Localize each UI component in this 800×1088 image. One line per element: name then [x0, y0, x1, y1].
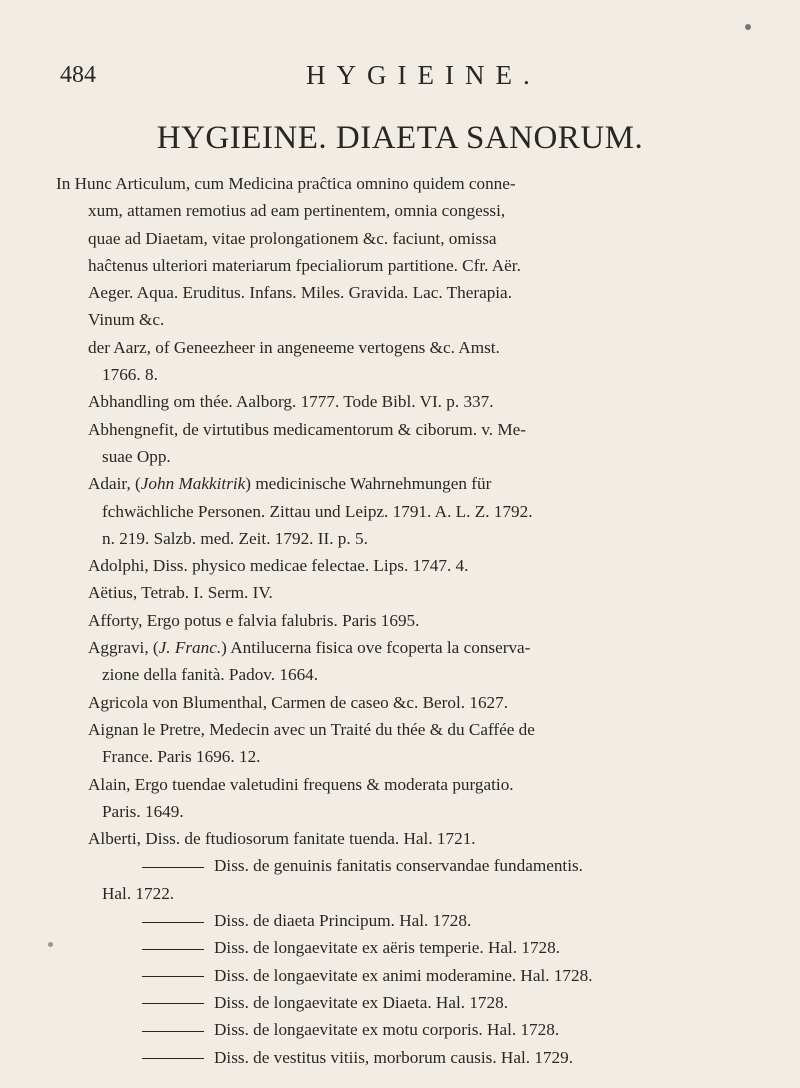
ditto-entry: [56, 852, 756, 907]
entry-author-forename: J. Franc.: [158, 638, 222, 658]
ditto-dash: [142, 1031, 204, 1032]
ditto-entry: [56, 1016, 756, 1043]
intro-line: Vinum &c.: [88, 310, 165, 330]
entry-line: Adolphi, Diss. physico medicae felectae. Lips. 1747. 4.: [88, 556, 469, 576]
intro-line: haĉtenus ulteriori materiarum fpecialiorum partitione. Cfr. Aër.: [88, 255, 521, 275]
entry-title: ) Antilucerna fisica ove fcoperta la conserva-: [221, 638, 531, 658]
entry-line: 1766. 8.: [102, 365, 158, 385]
ditto-entry: [56, 989, 756, 1016]
entry-line: [56, 852, 756, 879]
bibliography-entry: [56, 416, 756, 471]
ink-speck: [48, 942, 53, 947]
ditto-entry: [56, 934, 756, 961]
entry-line: [56, 962, 756, 989]
entry-text: Diss. de genuinis fanitatis conservandae fundamentis.: [214, 856, 583, 876]
entry-author: Adair, (: [88, 474, 141, 494]
entry-line: Afforty, Ergo potus e falvia falubris. Paris 1695.: [88, 610, 420, 630]
intro-line: Aeger. Aqua. Eruditus. Infans. Miles. Gravida. Lac. Therapia.: [88, 283, 512, 303]
entry-text: Diss. de longaevitate ex animi moderamine. Hal. 1728.: [214, 965, 593, 985]
entry-line: Aignan le Pretre, Medecin avec un Traité du thée & du Caffée de: [88, 719, 535, 739]
intro-line: xum, attamen remotius ad eam pertinentem, omnia congessi,: [88, 201, 506, 221]
intro-paragraph: [56, 170, 756, 334]
intro-line: In Hunc Articulum, cum Medicina praĉtica omnino quidem conne-: [56, 174, 516, 193]
entry-line: Aëtius, Tetrab. I. Serm. IV.: [88, 583, 273, 603]
entry-text: Diss. de longaevitate ex aëris temperie. Hal. 1728.: [214, 938, 561, 958]
bibliography-entry: [56, 607, 756, 634]
entry-line: [56, 907, 756, 934]
ditto-dash: [142, 1058, 204, 1059]
entry-line: [56, 1044, 756, 1071]
entry-title: ) medicinische Wahrnehmungen für: [245, 474, 492, 494]
bibliography-entry: [56, 552, 756, 579]
entry-line: [56, 934, 756, 961]
entry-line: Hal. 1722.: [102, 883, 175, 903]
bibliography-entry: [56, 334, 756, 389]
entry-line: Paris. 1649.: [102, 801, 184, 821]
bibliography-entry: [56, 634, 756, 689]
ditto-dash: [142, 1003, 204, 1004]
entry-text: Diss. de longaevitate ex Diaeta. Hal. 1728.: [214, 992, 509, 1012]
running-head: HYGIEINE.: [306, 60, 541, 90]
entry-line: fchwächliche Personen. Zittau und Leipz. 1791. A. L. Z. 1792.: [102, 501, 533, 521]
entry-line: Agricola von Blumenthal, Carmen de caseo &c. Berol. 1627.: [88, 692, 509, 712]
ditto-entry: [56, 907, 756, 934]
ditto-dash: [142, 867, 204, 868]
entry-line: zione della fanità. Padov. 1664.: [102, 665, 319, 685]
ditto-entry: [56, 962, 756, 989]
ditto-dash: [142, 949, 204, 950]
page-number: 484: [60, 62, 96, 88]
ditto-dash: [142, 922, 204, 923]
entry-line: [56, 470, 756, 497]
entry-line: n. 219. Salzb. med. Zeit. 1792. II. p. 5.: [102, 528, 368, 548]
entry-line: Alberti, Diss. de ftudiosorum fanitate tuenda. Hal. 1721.: [88, 829, 476, 849]
entry-author: Aggravi, (: [88, 638, 159, 658]
ink-speck: [745, 24, 751, 30]
bibliography-entry: [56, 470, 756, 552]
bibliography-entry: [56, 579, 756, 606]
bibliography-entry: [56, 771, 756, 826]
ditto-entry: [56, 1044, 756, 1071]
bibliography-entry: [56, 689, 756, 716]
entry-line: suae Opp.: [102, 446, 171, 466]
entry-text: Diss. de vestitus vitiis, morborum causis. Hal. 1729.: [214, 1047, 574, 1067]
ditto-dash: [142, 976, 204, 977]
entry-line: [56, 989, 756, 1016]
entry-line: [56, 1016, 756, 1043]
intro-line: quae ad Diaetam, vitae prolongationem &c. faciunt, omissa: [88, 228, 497, 248]
entry-text: Diss. de longaevitate ex motu corporis. Hal. 1728.: [214, 1020, 560, 1040]
bibliography-entry: [56, 716, 756, 771]
entry-line: Abhandling om thée. Aalborg. 1777. Tode Bibl. VI. p. 337.: [88, 392, 494, 412]
entry-line: [56, 634, 756, 661]
entry-text: Diss. de diaeta Principum. Hal. 1728.: [214, 911, 472, 931]
bibliography-entry: [56, 388, 756, 415]
section-title: HYGIEINE. DIAETA SANORUM.: [156, 120, 644, 156]
bibliography-entry: [56, 825, 756, 852]
entry-line: France. Paris 1696. 12.: [102, 747, 261, 767]
section-body: [56, 170, 756, 1071]
entry-line: Abhengnefit, de virtutibus medicamentorum & ciborum. v. Me-: [88, 419, 527, 439]
entry-line: Alain, Ergo tuendae valetudini frequens & moderata purgatio.: [88, 774, 514, 794]
entry-author-forename: John Makkitrik: [140, 474, 246, 494]
entry-line: der Aarz, of Geneezheer in angeneeme vertogens &c. Amst.: [88, 337, 500, 357]
